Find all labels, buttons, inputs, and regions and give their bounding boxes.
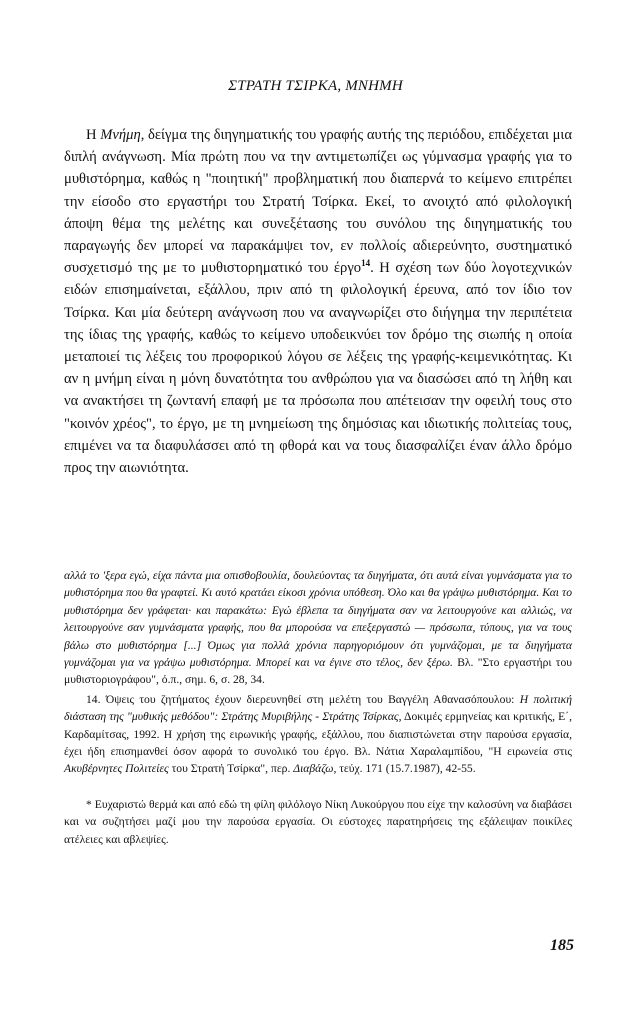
footnote-14-text-d: τεύχ. 171 (15.7.1987), 42-55. (336, 762, 476, 776)
footnote-14-text-b: Δοκιμές ερμηνείας και κριτικής, Ε΄, Καρδαμίτσας, 1992. Η χρήση της ειρωνικής γραφής, εξάλλου, που διαπιστώνεται στην παρούσα εργασία, έχει ήδη επισημανθεί όσον αφορά το συνολικό του έργο. Βλ. Νάτια Χαραλαμπίδου, "Η ειρωνεία στις (64, 710, 572, 759)
footnote-14-text-a: 14. Όψεις του ζητήματος έχουν διερευνηθεί στη μελέτη του Βαγγέλη Αθανασόπουλου: (86, 692, 520, 706)
body-paragraph (64, 124, 572, 479)
footnote-14-text-c: του Στρατή Τσίρκα", περ. (168, 762, 294, 776)
body-text-start: Η (86, 127, 101, 143)
footnote-14 (64, 691, 572, 778)
footnote-14-journal-title: Διαβάζω, (293, 762, 337, 776)
body-text-rest: . Η σχέση των δύο λογοτεχνικών ειδών επισημαίνεται, εξάλλου, πριν από τη φιλολογική έρευνα, από τον ίδιο τον Τσίρκα. Και μία δεύτερη ανάγνωση που να αναγνωρίζει στο διήγημα την περιπέτεια της ίδιας της γραφής, καθώς το κείμενο υποδεικνύει τον δρόμο της σιωπής η οποία μεταποιεί τις λέξεις του προφορικού λόγου σε λέξεις της γραφής-κειμενικότητας. Κι αν η μνήμη είναι η μόνη δυνατότητα του ανθρώπου για να διασώσει από τη λήθη και να ανακτήσει τη ζωντανή επαφή με τα πρόσωπα που απέτεισαν την οφειλή τους στο "κοινόν χρέος", το έργο, με τη μνημείωση της δημόσιας και ιδιωτικής πολιτείας τους, επιμένει να τα διαφυλάσσει από τη φθορά και να τους διασφαλίζει έναν άλλο δρόμο προς την αιωνιότητα. (64, 260, 572, 477)
page-number: 185 (550, 937, 574, 954)
running-header: ΣΤΡΑΤΗ ΤΣΙΡΚΑ, ΜΝΗΜΗ (228, 78, 403, 94)
body-text-main: , δείγμα της διηγηματικής του γραφής αυτής της περιόδου, επιδέχεται μια διπλή ανάγνωση. Μία πρώτη που να την αντιμετωπίζει ως γύμνασμα γραφής για το μυθιστόρημα, καθώς η "ποιητική" προβληματική που διαπερνά το κείμενο επιτρέπει την είσοδο στο εργαστήρι του Στρατή Τσίρκα. Εκεί, το ανοιχτό από φιλολογική άποψη θέμα της μελέτης και συνεξέτασης του συνόλου της διηγηματικής του παραγωγής δεν μπορεί να παρακάμψει τον, εν πολλοίς αδιερεύνητο, συστηματικό συσχετισμό της με το μυθιστορηματικό του έργο (64, 127, 572, 277)
footnote-quote: αλλά το 'ξερα εγώ, είχα πάντα μια οπισθοβουλία, δουλεύοντας τα διηγήματα, ότι αυτά είναι γυμνάσματα για το μυθιστόρημα που θα γραφτεί. Κι αυτό κρατάει είκοσι χρόνια υπόθεση. Όλο και θα γράψω μυθιστόρημα. Και το μυθιστόρημα δεν γράφεται· και παρακάτω: Εγώ έβλεπα τα διηγήματα σαν να λειτουργούνε και αλλιώς, να λειτουργούνε σαν γυμνάσματα γραφής, που θα μπορούσα να επεξεργαστώ — πρόσωπα, τύπους, για να τους βάλω στο μυθιστόρημα [...] Όμως για πολλά χρόνια παρηγοριόμουν ότι γυμνάζομαι, με τα διηγήματα γυμνάζομαι για να γράψω μυθιστόρημα. Μπορεί και να έγινε στο τέλος, δεν ξέρω. (64, 569, 572, 670)
footnote-reference: 14 (361, 258, 371, 269)
footnote-continuation (64, 567, 572, 689)
footnote-14-novel-title: Ακυβέρνητες Πολιτείες (64, 762, 169, 776)
footnote-quote-reference: Βλ. "Στο εργαστήρι του μυθιστοριογράφου", ό.π., σημ. 6, σ. 28, 34. (64, 656, 573, 687)
footnotes-section (64, 567, 572, 848)
footnote-14-book-title: Η πολιτική διάσταση της "μυθικής μεθόδου": Στράτης Μυριβήλης - Στράτης Τσίρκας, (64, 692, 572, 724)
work-title-mnimi: Μνήμη (100, 127, 141, 143)
acknowledgement-footnote: * Ευχαριστώ θερμά και από εδώ τη φίλη φιλόλογο Νίκη Λυκούργου που είχε την καλοσύνη να διαβάσει και να συζητήσει μαζί μου την παρούσα εργασία. Οι εύστοχες παρατηρήσεις της εξάλειψαν ποικίλες ατέλειες και αβλεψίες. (64, 797, 572, 846)
